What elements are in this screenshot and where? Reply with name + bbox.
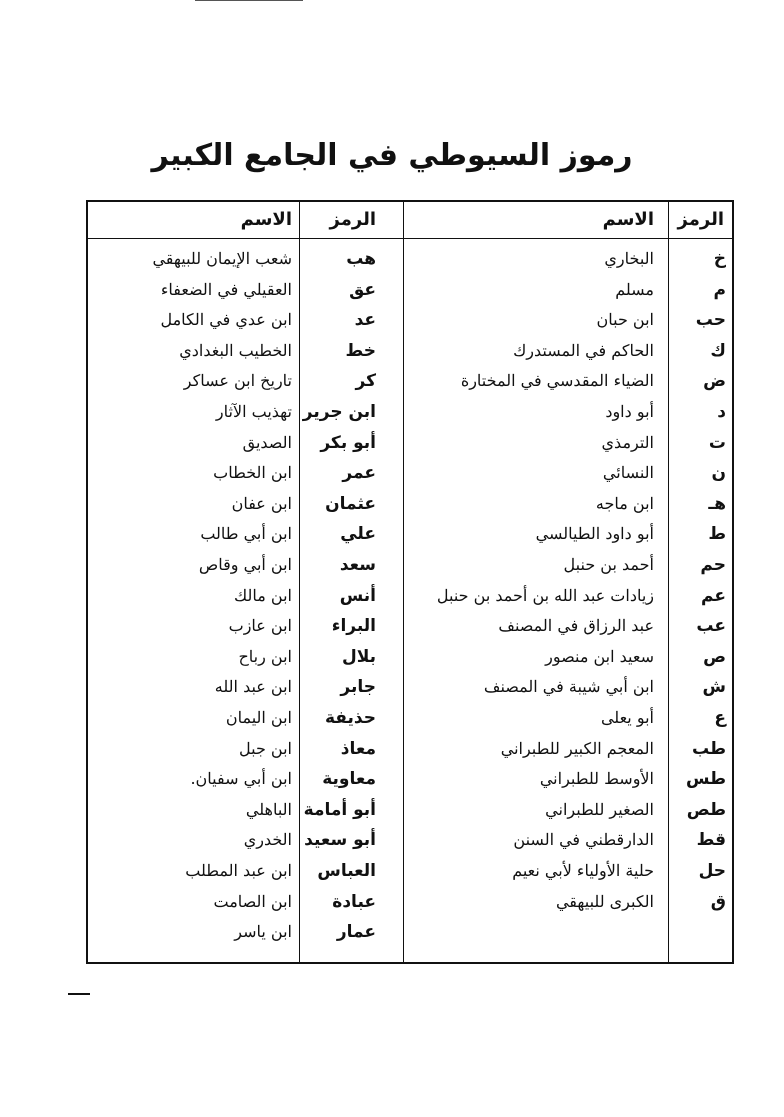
left-code-cell: هب bbox=[346, 249, 376, 269]
right-name-cell: ابن حبان bbox=[596, 310, 654, 330]
left-code-cell: عبادة bbox=[332, 891, 376, 912]
left-name-cell: الباهلي bbox=[245, 799, 292, 819]
left-name-cell: ابن أبي سفيان. bbox=[190, 769, 292, 789]
right-name-cell: أبو داود الطيالسي bbox=[535, 524, 654, 544]
left-code-cell: عد bbox=[354, 310, 376, 331]
left-code-cell: البراء bbox=[331, 616, 376, 637]
left-code-cell: حذيفة bbox=[325, 708, 376, 728]
right-name-cell: الصغير للطبراني bbox=[545, 799, 654, 819]
left-code-cell: عمار bbox=[336, 922, 376, 943]
right-code-cell: ق bbox=[710, 891, 726, 912]
right-name-cell: ابن ماجه bbox=[595, 493, 654, 513]
right-name-cell: الضياء المقدسي في المختارة bbox=[460, 371, 654, 391]
left-code-header: الرمز bbox=[329, 209, 376, 230]
right-code-cell: طس bbox=[685, 769, 726, 790]
right-code-cell: ت bbox=[708, 432, 726, 453]
right-code-cell: حب bbox=[695, 310, 726, 331]
left-name-cell: ابن عفان bbox=[231, 493, 292, 513]
footnote-rule bbox=[68, 993, 90, 995]
right-code-cell: ن bbox=[711, 463, 726, 484]
right-name-cell: ابن أبي شيبة في المصنف bbox=[483, 677, 654, 697]
right-code-cell: ك bbox=[710, 340, 726, 361]
right-name-cell: عبد الرزاق في المصنف bbox=[498, 616, 654, 636]
left-code-cell: جابر bbox=[340, 677, 376, 698]
right-name-cell: أحمد بن حنبل bbox=[563, 555, 654, 574]
left-code-cell: سعد bbox=[339, 555, 376, 575]
right-name-cell: أبو يعلى bbox=[600, 708, 654, 727]
header-divider bbox=[88, 238, 732, 239]
right-code-cell: عم bbox=[701, 585, 726, 606]
right-name-cell: الترمذي bbox=[601, 432, 654, 452]
right-name-cell: حلية الأولياء لأبي نعيم bbox=[512, 861, 654, 880]
right-name-cell: النسائي bbox=[602, 463, 654, 483]
left-name-cell: ابن مالك bbox=[234, 585, 292, 605]
left-code-cell: عثمان bbox=[325, 493, 376, 514]
right-name-header: الاسم bbox=[602, 209, 654, 230]
column-divider-right bbox=[668, 202, 669, 962]
right-code-cell: حل bbox=[698, 861, 726, 881]
left-name-header: الاسم bbox=[240, 209, 292, 230]
right-name-cell: المعجم الكبير للطبراني bbox=[500, 738, 654, 758]
right-code-header: الرمز bbox=[677, 209, 724, 230]
left-code-cell: معاذ bbox=[340, 738, 376, 759]
right-name-cell: البخاري bbox=[604, 249, 654, 268]
left-code-cell: أبو سعيد bbox=[304, 830, 376, 851]
left-code-cell: بلال bbox=[341, 646, 376, 667]
left-code-cell: كر bbox=[355, 371, 376, 392]
right-code-cell: ص bbox=[703, 646, 726, 667]
left-name-cell: ابن عبد المطلب bbox=[185, 861, 292, 880]
right-code-cell: حم bbox=[700, 555, 726, 575]
left-name-cell: الخدري bbox=[243, 830, 292, 850]
left-name-cell: شعب الإيمان للبيهقي bbox=[152, 249, 292, 268]
left-code-cell: علي bbox=[340, 524, 376, 545]
right-code-cell: عب bbox=[696, 616, 726, 637]
right-name-cell: مسلم bbox=[615, 279, 654, 299]
left-name-cell: ابن ياسر bbox=[234, 922, 292, 942]
left-name-cell: تاريخ ابن عساكر bbox=[183, 371, 292, 391]
column-divider-center bbox=[403, 202, 404, 962]
right-code-cell: ش bbox=[702, 677, 726, 698]
symbols-table bbox=[86, 200, 734, 964]
left-code-cell: أنس bbox=[339, 585, 376, 606]
right-name-cell: الكبرى للبيهقي bbox=[555, 891, 654, 911]
right-name-cell: سعيد ابن منصور bbox=[545, 646, 654, 666]
right-code-cell: طب bbox=[691, 738, 726, 759]
left-name-cell: الخطيب البغدادي bbox=[179, 340, 292, 360]
left-name-cell: ابن أبي طالب bbox=[200, 524, 292, 544]
right-code-cell: ط bbox=[708, 524, 726, 545]
left-name-cell: ابن أبي وقاص bbox=[198, 555, 292, 574]
left-code-cell: أبو أمامة bbox=[303, 799, 376, 820]
left-name-cell: ابن عبد الله bbox=[214, 677, 292, 697]
left-name-cell: ابن اليمان bbox=[225, 708, 292, 727]
left-name-cell: ابن جبل bbox=[239, 738, 292, 758]
right-code-cell: هـ bbox=[708, 493, 726, 514]
right-code-cell: قط bbox=[696, 830, 726, 851]
left-name-cell: ابن الخطاب bbox=[213, 463, 292, 483]
right-code-cell: د bbox=[717, 402, 726, 422]
right-name-cell: الأوسط للطبراني bbox=[539, 769, 654, 789]
left-code-cell: العباس bbox=[317, 861, 376, 881]
left-name-cell: العقيلي في الضعفاء bbox=[160, 279, 292, 299]
top-rule bbox=[195, 0, 303, 1]
right-code-cell: طص bbox=[686, 799, 726, 820]
right-code-cell: ع bbox=[714, 708, 726, 728]
left-name-cell: ابن عدي في الكامل bbox=[160, 310, 292, 330]
left-name-cell: ابن عازب bbox=[228, 616, 292, 636]
left-code-cell: أبو بكر bbox=[320, 432, 376, 453]
page-title: رموز السيوطي في الجامع الكبير bbox=[151, 138, 633, 173]
right-name-cell: زيادات عبد الله بن أحمد بن حنبل bbox=[436, 585, 654, 605]
left-code-cell: عمر bbox=[342, 463, 376, 484]
right-code-cell: خ bbox=[713, 249, 726, 269]
left-code-cell: خط bbox=[345, 340, 376, 361]
left-name-cell: ابن الصامت bbox=[213, 891, 292, 911]
right-name-cell: الدارقطني في السنن bbox=[513, 830, 654, 850]
left-code-cell: معاوية bbox=[322, 769, 376, 790]
left-code-cell: عق bbox=[349, 279, 376, 300]
left-name-cell: ابن رباح bbox=[238, 646, 292, 666]
left-name-cell: الصديق bbox=[242, 432, 292, 452]
right-code-cell: ض bbox=[703, 371, 726, 392]
left-name-cell: تهذيب الآثار bbox=[215, 402, 292, 421]
right-name-cell: أبو داود bbox=[605, 402, 654, 421]
right-code-cell: م bbox=[713, 279, 726, 300]
right-name-cell: الحاكم في المستدرك bbox=[513, 340, 654, 360]
left-code-cell: ابن جرير bbox=[302, 402, 376, 422]
